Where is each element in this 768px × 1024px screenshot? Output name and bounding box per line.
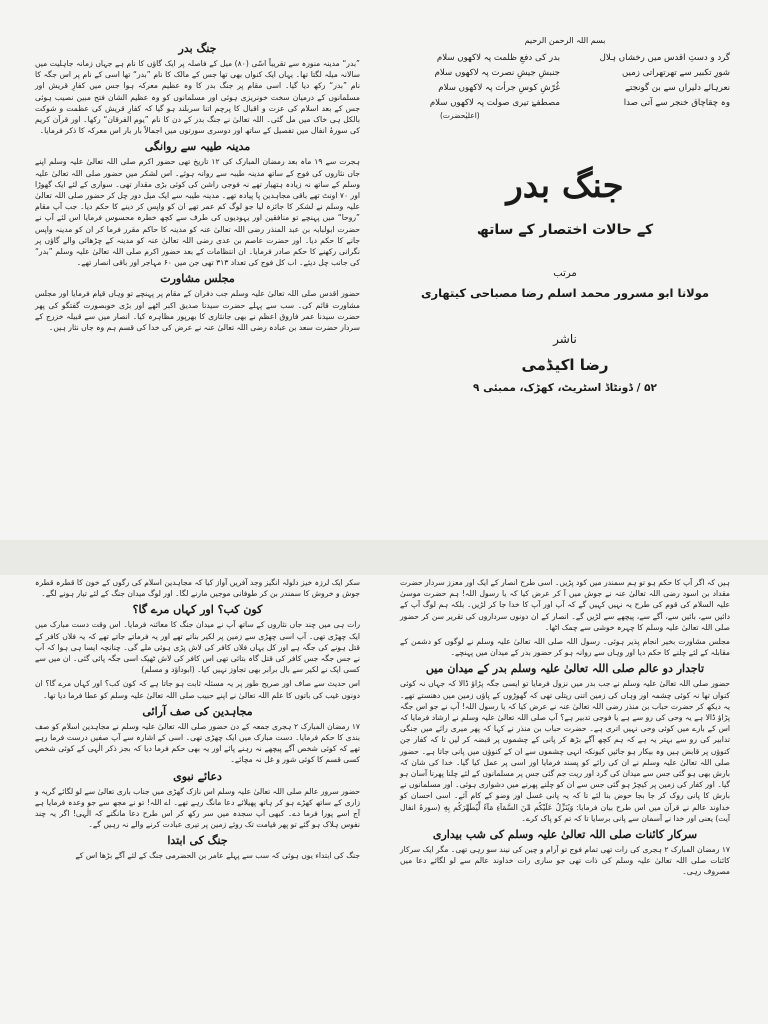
body-paragraph: ۱۷ رمضان المبارک ۲ ہجری جمعہ کے دن حضور صلی اللہ تعالیٰ علیہ وسلم نے مجاہدین اسلام کو صف بندی کا حکم فرمایا۔ دست مبارک میں ایک چھڑی تھی۔ اسی کے اشارہ سے آپ صفیں درست فرما رہے تھے کہ کوئی شخص آگے پیچھے نہ رہنے پائے اور یہ بھی حکم فرما دیا کہ بجز ذکر الٰہی کے کوئی شخص کسی قسم کا کوئی شور و غل نہ مچائے۔	[35, 721, 360, 765]
body-paragraph: حضور اقدس صلی اللہ تعالیٰ علیہ وسلم جب دفران کے مقام پر پہنچے تو وہاں قیام فرمایا اور مجلس مشاورت قائم کی۔ سب سے پہلے حضرت سیدنا صدیق اکبر اٹھے اور بڑی خوبصورت گفتگو کی پھر حضرت سیدنا عمر فاروق اعظم نے بھی جانثاری کا بھرپور مظاہرہ کیا۔ انصار میں سے قبیلہ خزرج کے سردار حضرت سعد بن عبادہ رضی اللہ تعالیٰ عنہ نے عرض کی خدا کی قسم ہم وہ جاں نثار ہیں۔	[35, 289, 360, 333]
section-heading: تاجدار دو عالم صلی اللہ تعالیٰ علیہ وسلم بدر کے میدان میں	[425, 662, 705, 676]
top-left-column	[35, 38, 360, 336]
page-divider	[0, 540, 768, 575]
publisher-label: ناشر	[553, 332, 577, 346]
poem	[400, 53, 730, 108]
poem-hemistich: شورِ تکبیر سے تھرتھراتی زمیں	[621, 68, 730, 78]
body-paragraph: ہجرت سے ۱۹ ماہ بعد رمضان المبارک کی ۱۲ تاریخ تھی حضور اکرم صلی اللہ تعالیٰ علیہ وسلم اپنے جاں نثاروں کی فوج کے ساتھ مدینہ طیبہ سے روانہ ہوئے۔ اس لشکر میں حضور صلی اللہ تعالیٰ علیہ وسلم کے ساتھ نہ زیادہ ہتھیار تھے نہ فوجی راشن کی کوئی بڑی مقدار تھی۔ سواری کے لئے ایک گھوڑا اور ۷۰ اونٹ تھے باقی مجاہدین پا پیادہ تھے۔ مدینہ طیبہ سے ایک میل دور چل کر حضور صلی اللہ تعالیٰ علیہ وسلم نے لشکر کا جائزہ لیا جو لوگ کم عمر تھے ان کو واپس کر دینے کا حکم دیا۔ جب آپ مقام ”روحا“ میں پہنچے تو منافقین اور یہودیوں کی طرف سے کچھ خطرہ محسوس فرمایا اس لئے آپ نے حضرت ابولبابہ بن عبد المنذر رضی اللہ تعالیٰ عنہ کو مدینہ کا حاکم مقرر فرما کر ان کو مدینہ واپس جانے کا حکم دیا۔ اور حضرت عاصم بن عدی رضی اللہ تعالیٰ عنہ کو مدینہ کے چڑھائی والے گاؤں پر نگرانی رکھنے کا حکم صادر فرمایا۔ ان انتظامات کے بعد حضور اکرم صلی اللہ تعالیٰ علیہ وسلم ”بدر“ کی جانب چل دیئے۔ اب کل فوج کی تعداد ۳۱۳ تھی جن میں ۶۰ مہاجر اور باقی انصار تھے۔	[35, 157, 361, 268]
bismillah: بسم اللہ الرحمن الرحیم	[524, 36, 606, 45]
section-heading: مجلس مشاورت	[160, 272, 235, 286]
body-paragraph: مجلس مشاورت بخیر انجام پذیر ہوئی۔ رسول اللہ صلی اللہ تعالیٰ علیہ وسلم نے لوگوں کو دشمن کے مقابلہ کے لئے چلنے کا حکم دیا اور وہاں سے روانہ ہو کر حضور بدر کے میدان میں پہنچے۔	[400, 637, 730, 658]
section-heading: جنگ کی ابتدا	[167, 834, 228, 848]
body-paragraph: حضور صلی اللہ تعالیٰ علیہ وسلم نے جب بدر میں نزول فرمایا تو ایسی جگہ پڑاؤ ڈالا کہ جہاں نہ کوئی کنواں تھا نہ کوئی چشمہ اور وہاں کی زمین اتنی ریتلی تھی کہ گھوڑوں کے پاؤں زمین میں دھنستے تھے۔ یہ دیکھ کر حضرت حباب بن منذر رضی اللہ تعالیٰ عنہ نے عرض کیا کہ یا رسول اللہ! آپ نے جو اس جگہ پڑاؤ ڈالا ہے یہ وحی کی رو سے ہے یا فوجی تدبیر ہے؟ آپ صلی اللہ تعالیٰ علیہ وسلم نے ارشاد فرمایا کہ اس کے بارے میں کوئی وحی نہیں اتری ہے۔ حضرت حباب بن منذر نے کہا کہ پھر میری رائے میں جنگی تدابیر کی رو سے بہتر یہ ہے کہ ہم کچھ آگے بڑھ کر پانی کے چشموں پر قبضہ کر لیں تا کہ کفار جن کنوؤں پر قابض ہیں وہ بیکار ہو جائیں کیونکہ انہی چشموں سے ان کے کنوؤں میں پانی جاتا ہے۔ حضور صلی اللہ تعالیٰ علیہ وسلم نے ان کی رائے کو پسند فرمایا اور اسی پر عمل کیا گیا۔ خدا کی شان کہ بارش بھی ہو گئی جس سے میدان کی گرد اور ریت جم گئی جس پر مسلمانوں کے لئے چلنا پھرنا آسان ہو گیا۔ اور کفار کی زمین پر کیچڑ ہو گئی جس سے ان کو چلنے پھرنے میں دشواری ہوئی۔ اور مسلمانوں نے بارش کا پانی روک کر جا بجا حوض بنا لئے تا کہ یہ پانی غسل اور وضو کے کام آئے۔ اسی احسان کو خداوند عالم نے قرآن میں اس طرح بیان فرمایا: وَيُنَزِّلُ عَلَيْكُم مِّنَ السَّمَآءِ مَآءً لِّيُطَهِّرَكُم بِهٖ (سورۂ انفال آیت) یعنی اور خدا نے آسمان سے پانی برسایا تا کہ تم کو پاک کرے۔	[400, 679, 730, 823]
title-page	[400, 36, 730, 394]
bottom-page	[0, 575, 768, 1024]
body-paragraph: حضور سرور عالم صلی اللہ تعالیٰ علیہ وسلم اس نازک گھڑی میں جناب باری تعالیٰ سے لو لگائے گریہ و زاری کے ساتھ کھڑے ہو کر ہاتھ پھیلائے دعا مانگ رہے تھے۔ اے اللہ! تو نے مجھ سے جو وعدہ فرمایا ہے آج اسے پورا فرما دے۔ کبھی آپ سجدہ میں سر رکھ کر اس طرح دعا مانگتے کہ الٰہی! اگر یہ چند نفوس ہلاک ہو گئے تو پھر قیامت تک روئے زمین پر تیری عبادت کرنے والے نہ رہیں گے۔	[35, 786, 360, 830]
poem-hemistich: وہ چقاچاق خنجر سے آتی صدا	[623, 98, 730, 108]
poem-hemistich: غُرّشِ کوسِ جرأت پہ لاکھوں سلام	[438, 83, 560, 93]
poem-hemistich: بدر کی دفعِ ظلمت پہ لاکھوں سلام	[436, 53, 560, 63]
body-paragraph: جنگ کی ابتداء یوں ہوئی کہ سب سے پہلے عامر بن الحضرمی جنگ کے لئے آگے بڑھا اس کے	[75, 851, 360, 861]
compiler-label: مرتب	[553, 268, 577, 279]
poem-hemistich: نعرہائے دلیراں سے بن گونجتے	[624, 83, 730, 93]
body-paragraph: ہیں کہ اگر آپ کا حکم ہو تو ہم سمندر میں کود پڑیں۔ اسی طرح انصار کے ایک اور معزز سردار حضرت مقداد بن اسود رضی اللہ تعالیٰ عنہ نے جوش میں آ کر عرض کیا کہ یا رسول اللہ! ہم حضرت موسیٰ علیہ السلام کی قوم کی طرح یہ نہیں کہیں گے کہ آپ اور آپ کا خدا جا کر لڑیں۔ بلکہ ہم لوگ آپ کے دائیں سے، بائیں سے، آگے سے، پیچھے سے لڑیں گے۔ انصار کے ان دونوں سرداروں کی تقریر سن کر حضور صلی اللہ تعالیٰ علیہ وسلم کا چہرہ خوشی سے چمک اٹھا۔	[400, 578, 730, 632]
book-subtitle: کے حالات اختصار کے ساتھ	[476, 222, 654, 238]
poem-hemistich: گرد و دستِ اقدس میں رخشاں ہلال	[599, 53, 730, 63]
body-paragraph: اس حدیث سے صاف اور صریح طور پر یہ مسئلہ ثابت ہو جاتا ہے کہ کون کب؟ اور کہاں مرے گا؟ ان دونوں غیب کی باتوں کا علم اللہ تعالیٰ نے اپنے حبیب صلی اللہ تعالیٰ علیہ وسلم کو عطا فرما دیا تھا۔	[35, 679, 360, 700]
section-heading: کون کب؟ اور کہاں مرے گا؟	[132, 603, 263, 617]
bottom-left-column	[35, 577, 360, 865]
body-paragraph: ”بدر“ مدینہ منورہ سے تقریباً اسّی (۸۰) میل کے فاصلہ پر ایک گاؤں کا نام ہے جہاں زمانہ جاہلیت میں سالانہ میلہ لگتا تھا۔ یہاں ایک کنواں بھی تھا جس کے مالک کا نام ”بدر“ تھا اسی کے نام پر اس جگہ کا نام ”بدر“ رکھ دیا گیا۔ اسی مقام پر جنگ بدر کا وہ عظیم معرکہ ہوا جس میں کفارِ قریش اور مسلمانوں کے درمیان سخت خونریزی ہوئی اور مسلمانوں کو وہ عظیم الشان فتح مبین نصیب ہوئی جس کے بعد اسلام کی عزت و اقبال کا پرچم اتنا سربلند ہو گیا کہ کفارِ قریش کی عظمت و شوکت بالکل ہی خاک میں مل گئی۔ اللہ تعالیٰ نے جنگ بدر کے دن کا نام ”یوم الفرقان“ رکھا۔ اور قرآن کریم کی سورۂ انفال میں تفصیل کے ساتھ اور دوسری سورتوں میں اجمالاً بار بار اس معرکہ کا ذکر فرمایا۔	[35, 59, 360, 136]
bottom-right-column	[400, 577, 730, 881]
publisher-name: رضا اکیڈمی	[521, 356, 609, 374]
section-heading: جنگ بدر	[178, 42, 217, 55]
section-heading: مدینہ طیبہ سے روانگی	[144, 140, 251, 154]
body-paragraph: ۱۷ رمضان المبارک ۲ ہجری کی رات تھی تمام فوج تو آرام و چین کی نیند سو رہی تھی۔ مگر ایک سرکار کائنات صلی اللہ تعالیٰ علیہ وسلم کی ذات تھی جو ساری رات خداوند عالم سے لو لگائے دعا میں مصروف رہی۔	[400, 845, 730, 877]
body-paragraph: رات ہی میں چند جاں نثاروں کے ساتھ آپ نے میدان جنگ کا معائنہ فرمایا۔ اس وقت دست مبارک میں ایک چھڑی تھی۔ آپ اسی چھڑی سے زمین پر لکیر بناتے تھے اور یہ فرماتے جاتے تھے کہ یہ فلاں کافر کے قتل ہونے کی جگہ ہے اور کل یہاں فلاں کافر کی لاش پڑی ہوئی ملے گی۔ چنانچہ ایسا ہی ہوا کہ آپ نے جس جگہ جس کافر کی قتل گاہ بتائی تھی اس کافر کی لاش ٹھیک اسی جگہ پائی گئی۔ ان میں سے کسی ایک نے لکیر سے بال برابر بھی تجاوز نہیں کیا۔ (ابوداؤد و مسلم)	[35, 620, 360, 675]
poem-hemistich: مصطفےٰ تیری صولت پہ لاکھوں سلام	[429, 98, 560, 108]
section-heading: سرکار کائنات صلی اللہ تعالیٰ علیہ وسلم کی شب بیداری	[432, 828, 698, 842]
book-title: جنگ بدر	[506, 166, 624, 206]
section-heading: مجاہدین کی صف آرائی	[142, 704, 253, 718]
section-heading: دعائے نبوی	[173, 769, 222, 783]
compiler-name: مولانا ابو مسرور محمد اسلم رضا مصباحی کیتھاری	[420, 286, 710, 300]
poem-hemistich: جنبشِ جیشِ نصرت پہ لاکھوں سلام	[434, 68, 560, 78]
body-paragraph: سکر ایک لرزہ خیز دلولہ انگیز وجد آفریں آواز کیا کہ مجاہدین اسلام کی رگوں کے خون کا قطرہ قطرہ جوش و خروش کا سمندر بن کر طوفانی موجیں مارنے لگا۔ اور لوگ میدان جنگ کے لئے تیار ہونے لگے۔	[35, 578, 360, 599]
poem-source: (اعلیٰحضرت)	[440, 111, 480, 120]
publisher-address: ۵۲ / ڈونٹاڈ اسٹریٹ، کھڑک، ممبئی ۹	[473, 382, 657, 394]
